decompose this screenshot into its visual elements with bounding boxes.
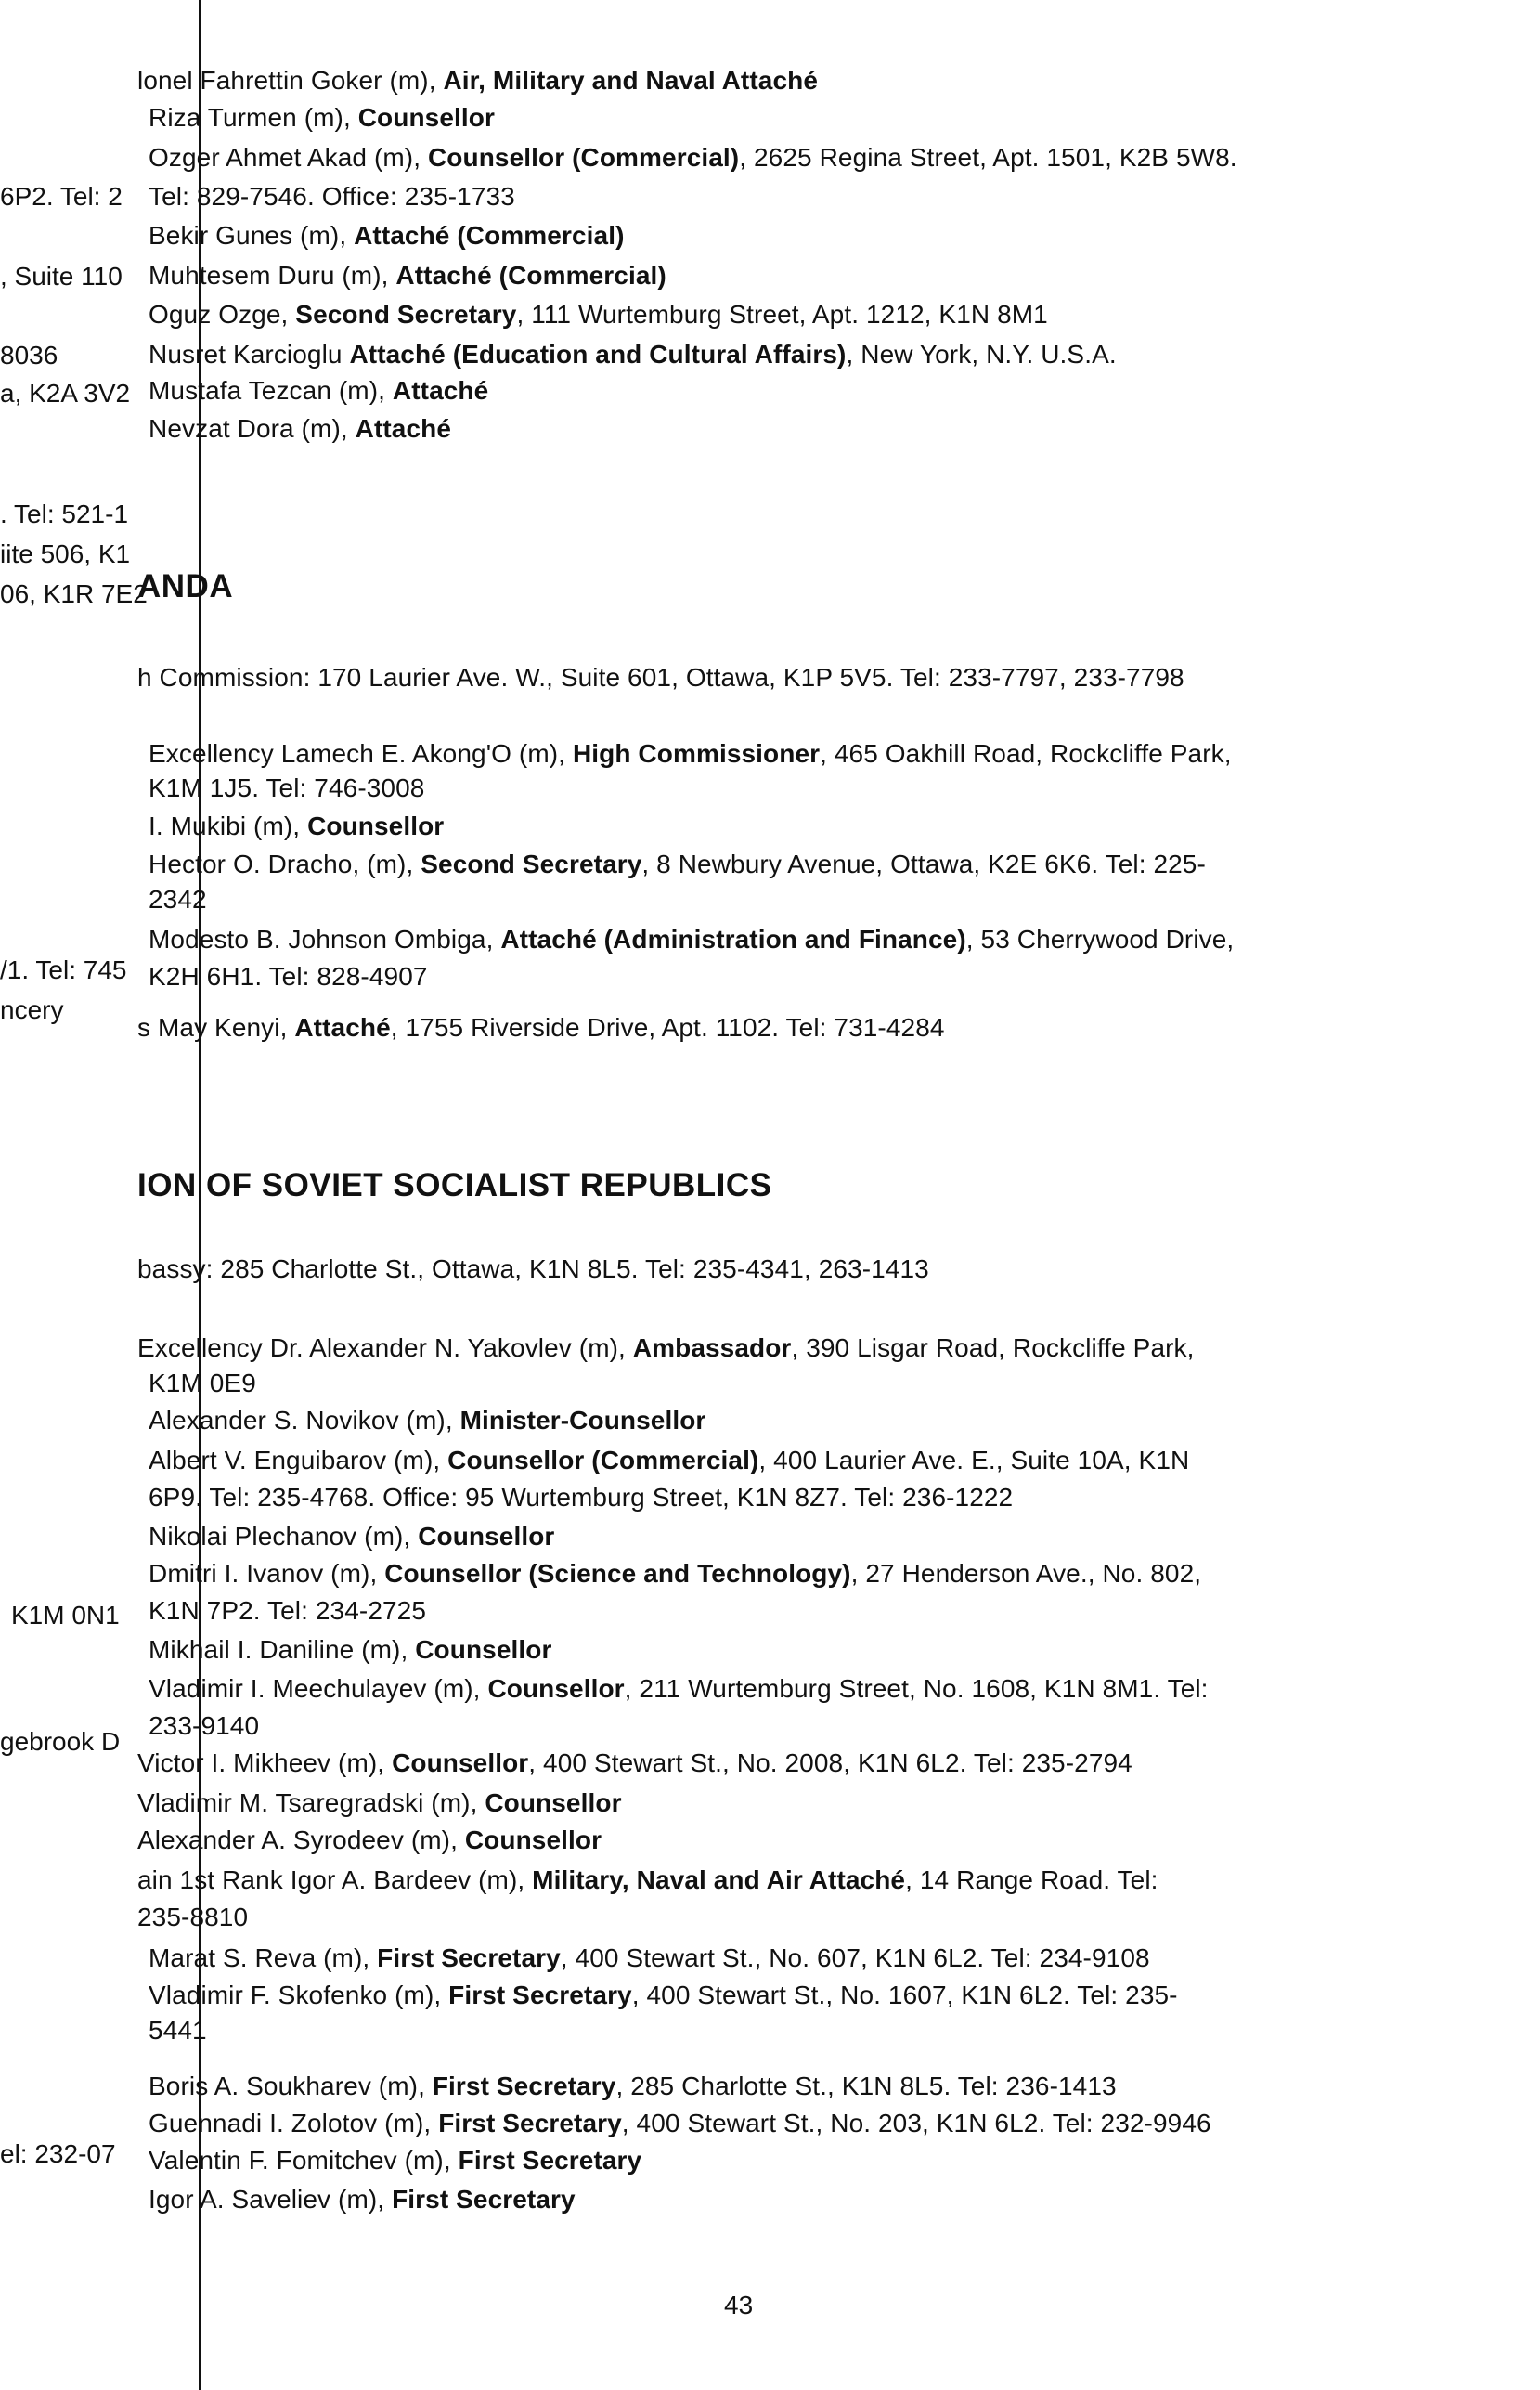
entry-text: Boris A. Soukharev (m), — [149, 2072, 433, 2100]
entry-text: ain 1st Rank Igor A. Bardeev (m), — [137, 1865, 533, 1894]
entry-text: Mikhail I. Daniline (m), — [149, 1635, 416, 1664]
entry-title: Attaché — [355, 414, 452, 443]
entry-line — [149, 2108, 1211, 2139]
entry-title: Counsellor — [485, 1788, 622, 1817]
entry-title: Ambassador — [632, 1333, 792, 1362]
entry-text: s May Kenyi, — [137, 1013, 295, 1042]
entry-text: , 2625 Regina Street, Apt. 1501, K2B 5W8. — [739, 143, 1237, 172]
entry-title: Military, Naval and Air Attaché — [532, 1865, 906, 1894]
entry-title: Counsellor (Commercial) — [447, 1446, 759, 1474]
entry-line — [137, 1902, 248, 1933]
entry-text: 2342 — [149, 885, 207, 914]
left-fragment: 06, K1R 7E2 — [0, 579, 148, 608]
entry-line — [149, 1673, 1209, 1705]
entry-text: Valentin F. Fomitchev (m), — [149, 2146, 459, 2175]
entry-text: Albert V. Enguibarov (m), — [149, 1446, 448, 1474]
left-fragment: ncery — [0, 995, 64, 1024]
entry-text: , 400 Stewart St., No. 607, K1N 6L2. Tel: 234-9108 — [560, 1943, 1150, 1972]
entry-line — [137, 1747, 1132, 1779]
entry-text: , 400 Laurier Ave. E., Suite 10A, K1N — [758, 1446, 1190, 1474]
entry-line — [137, 65, 818, 97]
entry-line — [149, 738, 1232, 770]
entry-title: Attaché (Education and Cultural Affairs) — [349, 340, 847, 369]
entry-title: Counsellor — [357, 103, 495, 132]
page-number: 43 — [724, 2291, 754, 2319]
entry-line — [149, 849, 1206, 880]
section-heading — [137, 1167, 772, 1204]
entry-line — [149, 1942, 1150, 1974]
entry-line — [149, 924, 1234, 955]
entry-text: Tel: 829-7546. Office: 235-1733 — [149, 182, 515, 211]
entry-text: Oguz Ozge, — [149, 300, 296, 329]
entry-text: Riza Turmen (m), — [149, 103, 358, 132]
entry-text: , 390 Lisgar Road, Rockcliffe Park, — [791, 1333, 1195, 1362]
entry-text: Nikolai Plechanov (m), — [149, 1522, 419, 1551]
entry-title: Counsellor — [418, 1522, 555, 1551]
entry-text: , 465 Oakhill Road, Rockcliffe Park, — [820, 739, 1232, 768]
entry-title: Minister-Counsellor — [459, 1406, 706, 1435]
entry-line — [149, 220, 625, 252]
entry-text: Guennadi I. Zolotov (m), — [149, 2109, 439, 2137]
entry-text: , 111 Wurtemburg Street, Apt. 1212, K1N 8M1 — [516, 300, 1048, 329]
entry-text: lonel Fahrettin Goker (m), — [137, 66, 444, 95]
entry-text: 233-9140 — [149, 1711, 260, 1740]
entry-text: Dmitri I. Ivanov (m), — [149, 1559, 385, 1588]
entry-text: K2H 6H1. Tel: 828-4907 — [149, 962, 428, 991]
entry-title: Attaché — [294, 1013, 391, 1042]
entry-title: Attaché (Administration and Finance) — [500, 925, 966, 954]
entry-line — [149, 2184, 576, 2215]
left-fragment: gebrook D — [0, 1727, 121, 1756]
entry-text: , 27 Henderson Ave., No. 802, — [850, 1559, 1202, 1588]
entry-title: First Secretary — [432, 2072, 616, 2100]
entry-text: , 1755 Riverside Drive, Apt. 1102. Tel: 731-4284 — [390, 1013, 945, 1042]
entry-line — [137, 1787, 622, 1819]
entry-text: , 8 Newbury Avenue, Ottawa, K2E 6K6. Tel: 225- — [641, 850, 1206, 878]
entry-title: First Secretary — [377, 1943, 561, 1972]
entry-title: ION OF SOVIET SOCIALIST REPUBLICS — [137, 1167, 772, 1203]
entry-title: Counsellor — [307, 812, 445, 840]
entry-text: 6P9. Tel: 235-4768. Office: 95 Wurtemburg Street, K1N 8Z7. Tel: 236-1222 — [149, 1483, 1014, 1512]
entry-title: First Secretary — [392, 2185, 576, 2214]
entry-line — [149, 811, 444, 842]
entry-text: Vladimir I. Meechulayev (m), — [149, 1674, 488, 1703]
entry-title: First Secretary — [458, 2146, 642, 2175]
entry-text: 235-8810 — [137, 1903, 249, 1931]
entry-text: , New York, N.Y. U.S.A. — [846, 340, 1117, 369]
entry-line — [149, 1445, 1189, 1476]
left-fragment: , Suite 110 — [0, 262, 123, 291]
entry-text: K1M 0E9 — [149, 1369, 256, 1397]
entry-text: bassy: 285 Charlotte St., Ottawa, K1N 8L5. Tel: 235-4341, 263-1413 — [137, 1254, 929, 1283]
entry-title: ANDA — [137, 568, 234, 604]
entry-text: , 53 Cherrywood Drive, — [965, 925, 1235, 954]
entry-line — [149, 375, 488, 407]
entry-line — [149, 773, 424, 804]
entry-title: High Commissioner — [572, 739, 821, 768]
entry-title: Counsellor (Science and Technology) — [384, 1559, 851, 1588]
entry-line — [149, 260, 666, 292]
left-fragment: iite 506, K1 — [0, 539, 131, 568]
entry-line — [149, 1405, 705, 1436]
entry-line — [149, 299, 1048, 331]
entry-text: I. Mukibi (m), — [149, 812, 308, 840]
entry-title: First Secretary — [438, 2109, 622, 2137]
entry-text: Vladimir F. Skofenko (m), — [149, 1981, 449, 2009]
entry-title: Counsellor — [415, 1635, 552, 1664]
left-fragment: 6P2. Tel: 2 — [0, 182, 123, 211]
entry-text: Marat S. Reva (m), — [149, 1943, 378, 1972]
entry-title: Attaché — [392, 376, 489, 405]
entry-title: Counsellor — [464, 1825, 602, 1854]
entry-line — [149, 413, 451, 445]
entry-line — [137, 1864, 1158, 1896]
entry-text: Vladimir M. Tsaregradski (m), — [137, 1788, 485, 1817]
entry-line — [137, 1825, 602, 1856]
entry-line — [149, 1368, 256, 1399]
entry-text: , 14 Range Road. Tel: — [905, 1865, 1158, 1894]
entry-line — [137, 1012, 945, 1044]
entry-text: Bekir Gunes (m), — [149, 221, 355, 250]
entry-line — [149, 961, 428, 993]
left-fragment: 8036 — [0, 341, 58, 370]
entry-line — [149, 181, 515, 213]
entry-line — [137, 662, 1184, 694]
entry-line — [149, 2015, 207, 2046]
entry-text: , 285 Charlotte St., K1N 8L5. Tel: 236-1413 — [615, 2072, 1117, 2100]
entry-text: , 400 Stewart St., No. 203, K1N 6L2. Tel: 232-9946 — [621, 2109, 1211, 2137]
entry-text: Igor A. Saveliev (m), — [149, 2185, 393, 2214]
entry-line — [149, 339, 1117, 370]
entry-title: Attaché (Commercial) — [395, 261, 666, 290]
entry-line — [149, 1558, 1201, 1590]
entry-title: Second Secretary — [295, 300, 517, 329]
entry-text: , 400 Stewart St., No. 2008, K1N 6L2. Tel: 235-2794 — [528, 1748, 1132, 1777]
entry-title: Counsellor — [392, 1748, 529, 1777]
section-heading — [137, 568, 233, 605]
entry-title: Air, Military and Naval Attaché — [443, 66, 819, 95]
entry-line — [149, 1710, 259, 1742]
entry-line — [149, 1634, 551, 1666]
entry-text: K1M 1J5. Tel: 746-3008 — [149, 773, 425, 802]
entry-text: Modesto B. Johnson Ombiga, — [149, 925, 501, 954]
entry-title: First Secretary — [448, 1981, 632, 2009]
entry-title: Second Secretary — [421, 850, 642, 878]
entry-title: Counsellor — [487, 1674, 625, 1703]
entry-text: , 400 Stewart St., No. 1607, K1N 6L2. Tel: 235- — [631, 1981, 1178, 2009]
left-fragment: a, K2A 3V2 — [0, 379, 131, 408]
entry-line — [137, 1253, 929, 1285]
entry-text: Hector O. Dracho, (m), — [149, 850, 421, 878]
entry-line — [149, 102, 495, 134]
entry-text: 5441 — [149, 2016, 207, 2045]
entry-text: Alexander S. Novikov (m), — [149, 1406, 460, 1435]
entry-line — [149, 1521, 554, 1552]
entry-line — [149, 1980, 1178, 2011]
entry-line — [137, 1332, 1195, 1364]
entry-text: Muhtesem Duru (m), — [149, 261, 396, 290]
entry-title: Counsellor (Commercial) — [427, 143, 740, 172]
entry-text: Excellency Dr. Alexander N. Yakovlev (m), — [137, 1333, 633, 1362]
entry-text: Alexander A. Syrodeev (m), — [137, 1825, 465, 1854]
entry-text: Excellency Lamech E. Akong'O (m), — [149, 739, 573, 768]
entry-text: h Commission: 170 Laurier Ave. W., Suite 601, Ottawa, K1P 5V5. Tel: 233-7797, 233-7798 — [137, 663, 1184, 692]
entry-text: Nusret Karcioglu — [149, 340, 350, 369]
entry-line — [149, 2145, 641, 2176]
entry-line — [149, 1595, 426, 1627]
left-fragment: K1M 0N1 — [11, 1601, 120, 1630]
entry-line — [149, 2071, 1117, 2102]
entry-text: Ozger Ahmet Akad (m), — [149, 143, 428, 172]
left-fragment: . Tel: 521-1 — [0, 500, 129, 528]
entry-line — [149, 884, 207, 916]
entry-text: Mustafa Tezcan (m), — [149, 376, 393, 405]
entry-text: K1N 7P2. Tel: 234-2725 — [149, 1596, 427, 1625]
entry-text: Victor I. Mikheev (m), — [137, 1748, 393, 1777]
left-fragment: el: 232-07 — [0, 2139, 116, 2168]
left-fragment: /1. Tel: 745 — [0, 955, 127, 984]
entry-line — [149, 142, 1237, 174]
entry-text: Nevzat Dora (m), — [149, 414, 356, 443]
entry-title: Attaché (Commercial) — [354, 221, 625, 250]
entry-text: , 211 Wurtemburg Street, No. 1608, K1N 8M1. Tel: — [624, 1674, 1209, 1703]
entry-line — [149, 1482, 1013, 1513]
